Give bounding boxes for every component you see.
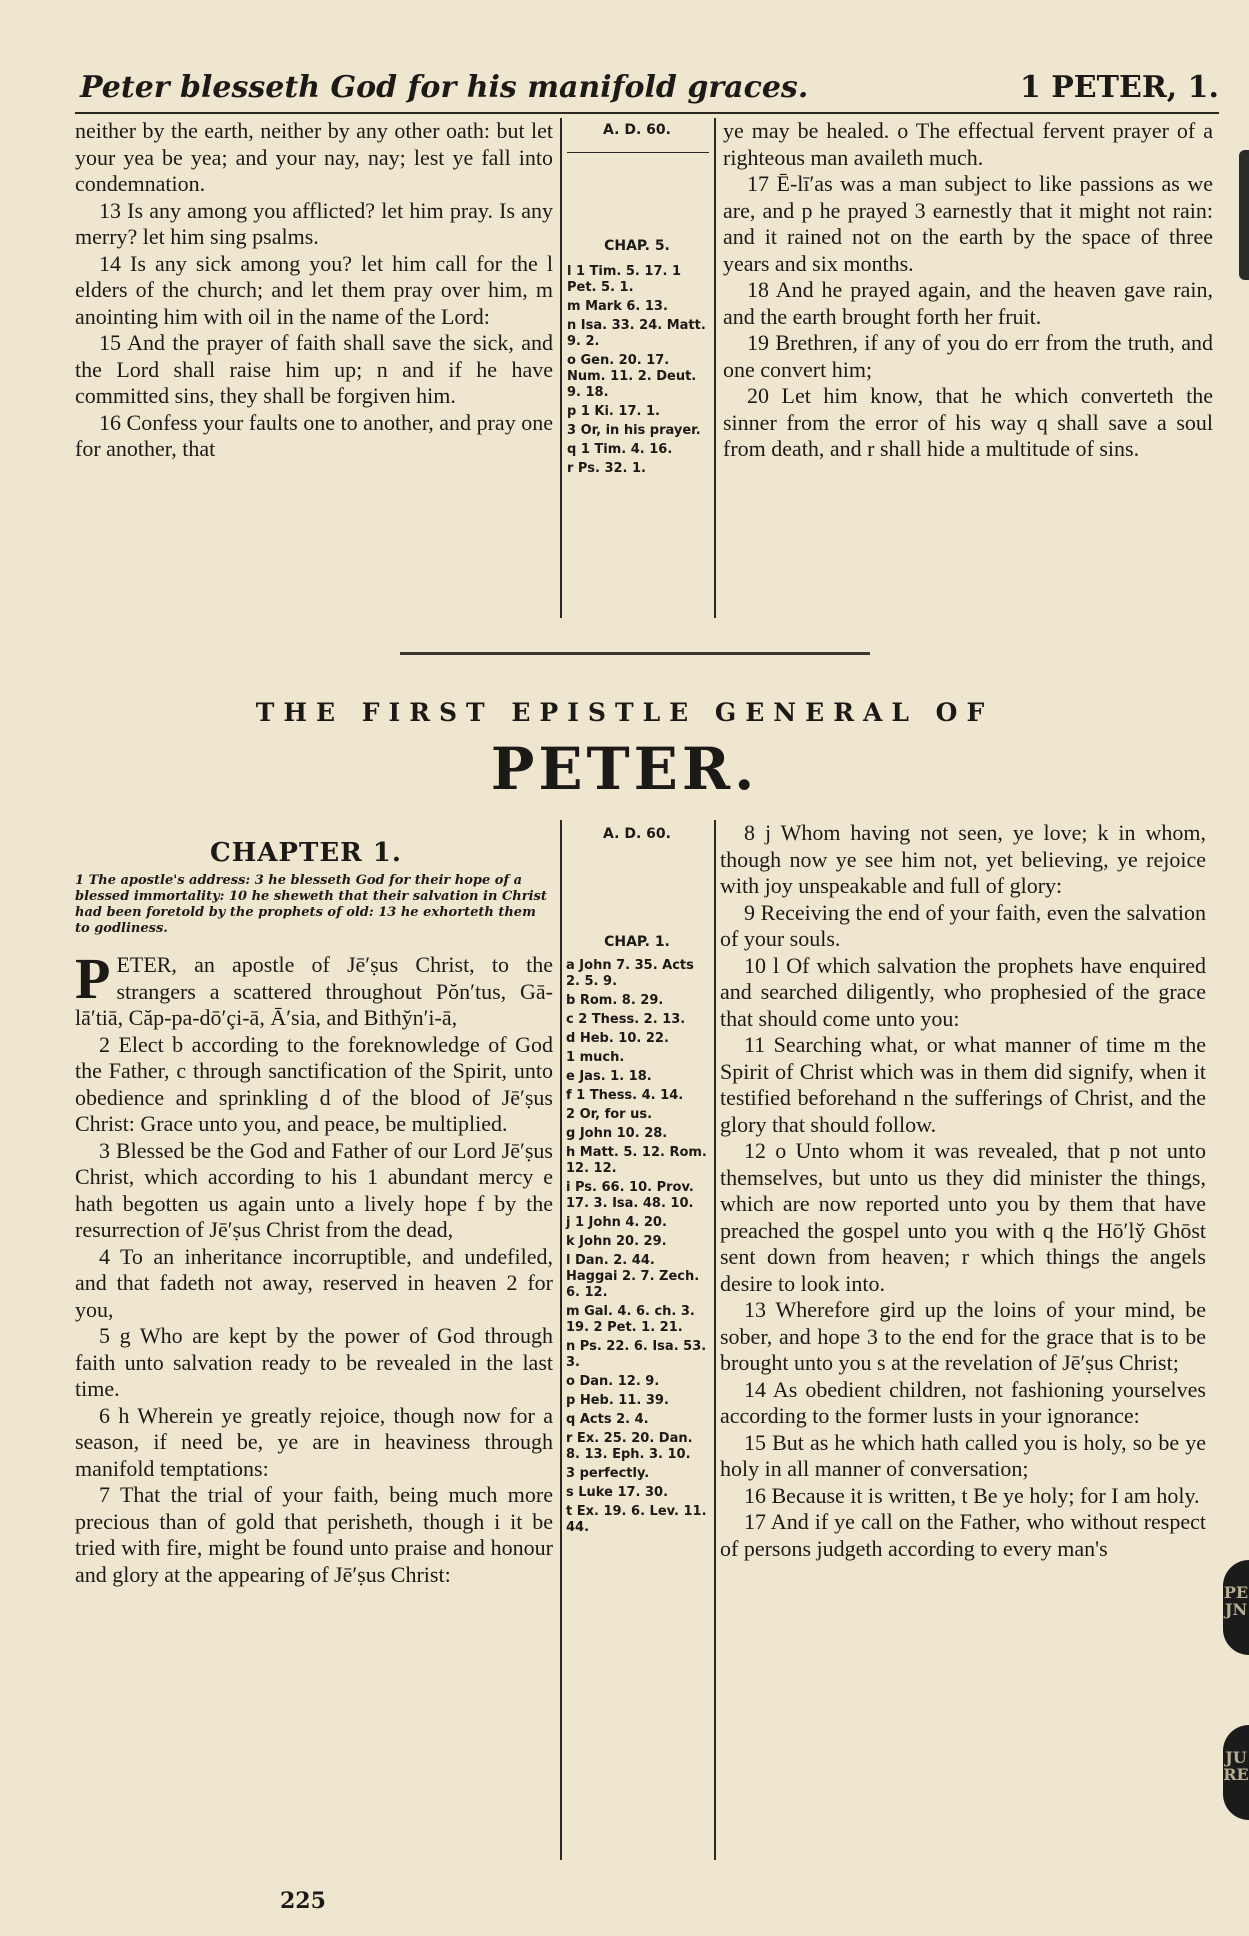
chapter-summary: 1 The apostle's address: 3 he blesseth God for their hope of a blessed immortality: 10 he sheweth that their salvation in Christ had been foretold by the prophets of old: 13 he exhorteth them to godliness. <box>75 873 547 936</box>
column-rule <box>714 820 716 1860</box>
chapter-label: CHAP. 5. <box>604 238 670 254</box>
cross-reference: f 1 Thess. 4. 14. <box>566 1088 684 1103</box>
column-rule <box>560 820 562 1860</box>
verse-text: 3 Blessed be the God and Father of our Lord Jē′ṣus Christ, which according to his 1 abundant mercy e hath begotten us again unto a lively hope f by the resurrection of Jē′ṣus Christ from the dead, <box>75 1137 553 1242</box>
bottom-margin-references <box>566 826 708 1539</box>
verse-text: 11 Searching what, or what manner of time m the Spirit of Christ which was in them did signify, when it testified beforehand n the sufferings of Christ, and the glory that should follow. <box>720 1032 1206 1137</box>
top-left-column <box>75 118 553 463</box>
cross-reference: j 1 John 4. 20. <box>566 1215 667 1230</box>
verse-1 <box>75 946 553 1032</box>
book-title: PETER. <box>490 735 759 803</box>
verse-text: 6 h Wherein ye greatly rejoice, though now for a season, if need be, ye are in heaviness through manifold temptations: <box>75 1402 553 1481</box>
page-number: 225 <box>280 1888 326 1914</box>
cross-reference: t Ex. 19. 6. Lev. 11. 44. <box>566 1504 707 1535</box>
verse-text: 15 But as he which hath called you is holy, so be ye holy in all manner of conversation; <box>720 1429 1206 1481</box>
date-label: A. D. 60. <box>603 122 671 138</box>
verse-text: 8 j Whom having not seen, ye love; k in whom, though now ye see him not, yet believing, ye rejoice with joy unspeakable and full of glory: <box>720 820 1206 898</box>
cross-reference: r Ex. 25. 20. Dan. 8. 13. Eph. 3. 10. <box>566 1431 693 1462</box>
verse-text: 10 l Of which salvation the prophets have enquired and searched diligently, who prophesied of the grace that should come unto you: <box>720 952 1206 1031</box>
section-divider <box>400 652 870 655</box>
tab-label: JU <box>1225 1748 1247 1767</box>
verse-text: neither by the earth, neither by any other oath: but let your yea be yea; and your nay, nay; lest ye fall into condemnation. <box>75 118 553 196</box>
verse-text: 19 Brethren, if any of you do err from the truth, and one convert him; <box>723 330 1213 382</box>
page-edge-shadow <box>1239 150 1249 280</box>
cross-reference: 2 Or, for us. <box>566 1107 653 1122</box>
cross-reference: q 1 Tim. 4. 16. <box>567 442 673 457</box>
verse-text: 17 And if ye call on the Father, who without respect of persons judgeth according to every man's <box>720 1509 1206 1561</box>
thumb-tab-jude-revelation[interactable] <box>1223 1725 1249 1820</box>
verse-text: 7 That the trial of your faith, being much more precious than of gold that perisheth, though i it be tried with fire, might be found unto praise and honour and glory at the appearing of Jē′ṣus Christ: <box>75 1482 553 1587</box>
cross-reference: h Matt. 5. 12. Rom. 12. 12. <box>566 1145 707 1176</box>
verse-text: 16 Confess your faults one to another, and pray one for another, that <box>75 409 553 461</box>
tab-label: RE <box>1223 1765 1249 1784</box>
verse-text: 20 Let him know, that he which converteth the sinner from the error of his way q shall save a soul from death, and r shall hide a multitude of sins. <box>723 383 1213 461</box>
top-right-column <box>723 118 1213 463</box>
verse-text: ye may be healed. o The effectual fervent prayer of a righteous man availeth much. <box>723 118 1213 170</box>
verse-text: 14 As obedient children, not fashioning yourselves according to the former lusts in your ignorance: <box>720 1376 1206 1428</box>
cross-reference: 3 Or, in his prayer. <box>567 423 701 438</box>
top-margin-references <box>567 122 707 480</box>
tab-label: PE <box>1223 1583 1249 1602</box>
verse-text: 12 o Unto whom it was revealed, that p not unto themselves, but unto us they did minister the things, which are now reported unto you by them that have preached the gospel unto you with q the Hō′ly̆ Ghōst sent down from heaven; r which things the angels desire to look into. <box>720 1138 1206 1296</box>
cross-reference: q Acts 2. 4. <box>566 1412 649 1427</box>
cross-reference: p 1 Ki. 17. 1. <box>567 404 660 419</box>
chapter-heading: CHAPTER 1. <box>210 838 402 868</box>
verse-text: 9 Receiving the end of your faith, even the salvation of your souls. <box>720 899 1206 951</box>
cross-reference: n Ps. 22. 6. Isa. 53. 3. <box>566 1339 707 1370</box>
verse-text: 2 Elect b according to the foreknowledge of God the Father, c through sanctification of the Spirit, unto obedience and sprinkling d of the blood of Jē′ṣus Christ: Grace unto you, and peace, be multiplied. <box>75 1031 553 1136</box>
cross-reference: b Rom. 8. 29. <box>566 993 664 1008</box>
verse-text: 4 To an inheritance incorruptible, and undefiled, and that fadeth not away, reserved in heaven 2 for you, <box>75 1243 553 1322</box>
cross-reference: r Ps. 32. 1. <box>567 461 646 476</box>
verse-text: 14 Is any sick among you? let him call for the l elders of the church; and let them pray over him, m anointing him with oil in the name of the Lord: <box>75 250 553 329</box>
date-label: A. D. 60. <box>603 826 671 842</box>
column-rule <box>560 118 562 618</box>
drop-cap: P <box>75 946 111 1011</box>
book-chapter-label: 1 PETER, 1. <box>1019 70 1219 105</box>
verse-text: 13 Wherefore gird up the loins of your mind, be sober, and hope 3 to the end for the grace that is to be brought unto you s at the revelation of Jē′ṣus Christ; <box>720 1297 1206 1375</box>
bottom-left-column <box>75 946 553 1588</box>
verse-text: ETER, an apostle of Jē′ṣus Christ, to the strangers a scattered throughout Pŏn′tus, Gā-lā′tiā, Căp-pa-dō′çi-ā, Ā′sia, and Bithy̆n′i-ā, <box>75 952 553 1030</box>
verse-text: 5 g Who are kept by the power of God through faith unto salvation ready to be revealed in the last time. <box>75 1323 553 1401</box>
column-rule <box>714 118 716 618</box>
verse-text: 15 And the prayer of faith shall save the sick, and the Lord shall raise him up; n and if he have committed sins, they shall be forgiven him. <box>75 330 553 408</box>
cross-reference: k John 20. 29. <box>566 1234 667 1249</box>
verse-text: 16 Because it is written, t Be ye holy; for I am holy. <box>744 1482 1200 1508</box>
cross-reference: p Heb. 11. 39. <box>566 1393 669 1408</box>
tab-label: JN <box>1224 1600 1248 1619</box>
chapter-label: CHAP. 1. <box>604 934 670 950</box>
cross-reference: d Heb. 10. 22. <box>566 1031 669 1046</box>
verse-text: 17 Ē-lī′as was a man subject to like passions as we are, and p he prayed 3 earnestly that it might not rain: and it rained not on the earth by the space of three years and six months. <box>723 171 1213 276</box>
verse-text: 18 And he prayed again, and the heaven gave rain, and the earth brought forth her fruit. <box>723 277 1213 329</box>
cross-reference: s Luke 17. 30. <box>566 1485 669 1500</box>
cross-reference: o Dan. 12. 9. <box>566 1374 660 1389</box>
cross-reference: 1 much. <box>566 1050 625 1065</box>
verse-text: 13 Is any among you afflicted? let him pray. Is any merry? let him sing psalms. <box>75 197 553 249</box>
cross-reference: e Jas. 1. 18. <box>566 1069 652 1084</box>
cross-reference: l 1 Tim. 5. 17. 1 Pet. 5. 1. <box>567 264 681 295</box>
cross-reference: m Gal. 4. 6. ch. 3. 19. 2 Pet. 1. 21. <box>566 1304 695 1335</box>
cross-reference: l Dan. 2. 44. Haggai 2. 7. Zech. 6. 12. <box>566 1253 700 1300</box>
cross-reference: 3 perfectly. <box>566 1466 650 1481</box>
header-rule <box>75 112 1219 114</box>
thumb-tab-peter-john[interactable] <box>1223 1560 1249 1655</box>
running-title: Peter blesseth God for his manifold graces. <box>80 70 809 105</box>
cross-reference: g John 10. 28. <box>566 1126 668 1141</box>
cross-reference: a John 7. 35. Acts 2. 5. 9. <box>566 958 694 989</box>
cross-reference: m Mark 6. 13. <box>567 299 668 314</box>
margin-rule <box>567 152 709 153</box>
cross-reference: c 2 Thess. 2. 13. <box>566 1012 686 1027</box>
cross-reference: i Ps. 66. 10. Prov. 17. 3. Isa. 48. 10. <box>566 1180 694 1211</box>
cross-reference: n Isa. 33. 24. Matt. 9. 2. <box>567 318 706 349</box>
epistle-title: THE FIRST EPISTLE GENERAL OF <box>255 698 994 727</box>
cross-reference: o Gen. 20. 17. Num. 11. 2. Deut. 9. 18. <box>567 353 697 400</box>
bottom-right-column <box>720 820 1206 1562</box>
